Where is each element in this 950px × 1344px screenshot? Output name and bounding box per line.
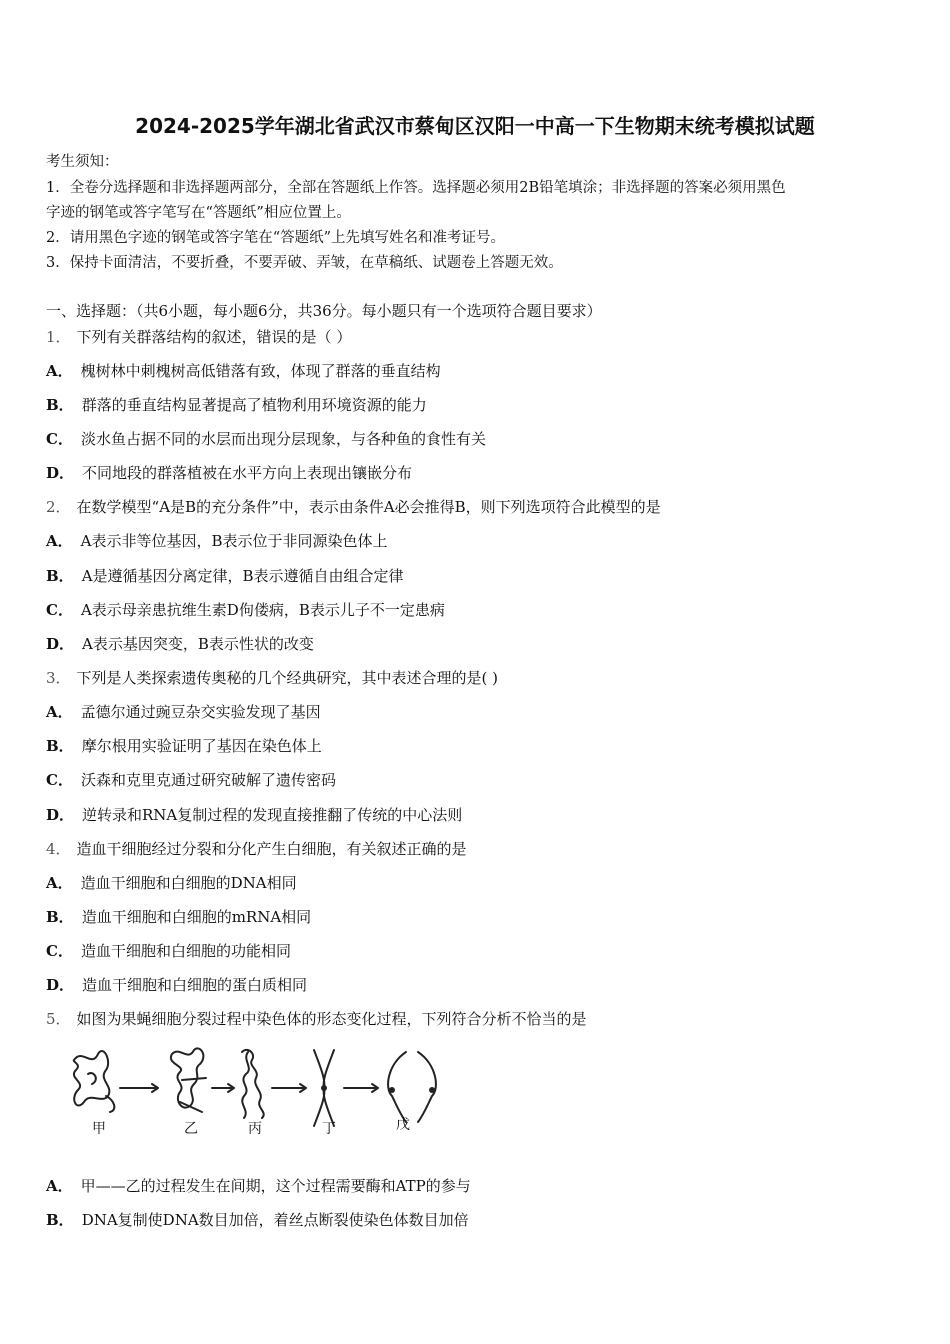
diagram-label-bing: 丙: [248, 1121, 262, 1137]
notice-item: 1．全卷分选择题和非选择题两部分，全部在答题纸上作答。选择题必须用2B铅笔填涂；非选择题的答案必须用黑色: [46, 180, 786, 196]
option-key: D．: [46, 976, 75, 994]
question-4-stem: [46, 839, 467, 859]
question-stem-text: 在数学模型“A是B的充分条件”中，表示由条件A必会推得B，则下列选项符合此模型的是: [76, 498, 661, 516]
question-3-option-b[interactable]: [46, 736, 322, 756]
notice-item: 3．保持卡面清洁，不要折叠，不要弄破、弄皱，在草稿纸、试题卷上答题无效。: [46, 255, 563, 271]
option-key: D．: [46, 806, 75, 824]
option-text: 造血干细胞和白细胞的mRNA相同: [81, 908, 312, 926]
question-stem-text: 下列有关群落结构的叙述，错误的是（ ）: [76, 328, 352, 346]
option-key: A．: [46, 532, 73, 550]
question-number: 5．: [46, 1010, 71, 1028]
centromere-icon: [389, 1087, 395, 1093]
question-5-option-a[interactable]: [46, 1176, 471, 1196]
chromatid-separating-icon: [388, 1052, 436, 1122]
question-5-stem: [46, 1009, 587, 1029]
centromere-icon: [321, 1085, 327, 1091]
diagram-label-ding: 丁: [322, 1121, 336, 1137]
notice-heading: 考生须知：: [46, 154, 119, 170]
arrow-right-icon: [272, 1084, 306, 1092]
option-text: 槐树林中刺槐树高低错落有致，体现了群落的垂直结构: [80, 362, 441, 380]
option-text: A表示基因突变，B表示性状的改变: [82, 635, 314, 653]
question-2-option-a[interactable]: [46, 531, 388, 551]
question-5-option-b[interactable]: [46, 1210, 469, 1230]
question-3-stem: [46, 668, 498, 688]
chromatin-loose-icon: [74, 1051, 115, 1112]
option-text: 淡水鱼占据不同的水层而出现分层现象，与各种鱼的食性有关: [80, 430, 486, 448]
option-key: D．: [46, 464, 75, 482]
option-text: 沃森和克里克通过研究破解了遗传密码: [80, 771, 336, 789]
question-stem-text: 下列是人类探索遗传奥秘的几个经典研究，其中表述合理的是( ): [76, 669, 499, 687]
notice-item: 字迹的钢笔或答字笔写在“答题纸”相应位置上。: [46, 205, 351, 221]
question-stem-text: 造血干细胞经过分裂和分化产生白细胞，有关叙述正确的是: [76, 840, 467, 858]
option-key: D．: [46, 635, 75, 653]
option-text: 造血干细胞和白细胞的蛋白质相同: [82, 976, 308, 994]
question-number: 3．: [46, 669, 71, 687]
option-key: A．: [46, 703, 73, 721]
option-key: C．: [46, 601, 73, 619]
diagram-label-yi: 乙: [184, 1121, 198, 1137]
arrow-right-icon: [120, 1084, 158, 1092]
question-stem-text: 如图为果蝇细胞分裂过程中染色体的形态变化过程，下列符合分析不恰当的是: [76, 1010, 587, 1028]
option-text: A表示母亲患抗维生素D佝偻病，B表示儿子不一定患病: [80, 601, 445, 619]
question-3-option-d[interactable]: [46, 805, 462, 825]
option-key: A．: [46, 1177, 73, 1195]
question-2-option-b[interactable]: [46, 566, 404, 586]
question-number: 2．: [46, 498, 71, 516]
option-key: A．: [46, 362, 73, 380]
question-4-option-c[interactable]: [46, 941, 291, 961]
option-text: 群落的垂直结构显著提高了植物利用环境资源的能力: [81, 396, 427, 414]
option-key: B．: [46, 737, 74, 755]
question-1-stem: [46, 327, 351, 347]
option-key: B．: [46, 567, 74, 585]
question-1-option-b[interactable]: [46, 395, 427, 415]
centromere-icon: [429, 1087, 435, 1093]
question-number: 4．: [46, 840, 71, 858]
chromatin-condensing-icon: [242, 1050, 264, 1118]
option-text: 甲——乙的过程发生在间期，这个过程需要酶和ATP的参与: [80, 1177, 471, 1195]
section-heading: 一、选择题：（共6小题，每小题6分，共36分。每小题只有一个选项符合题目要求）: [46, 302, 602, 320]
option-text: 孟德尔通过豌豆杂交实验发现了基因: [80, 703, 321, 721]
question-2-option-c[interactable]: [46, 600, 445, 620]
option-text: 不同地段的群落植被在水平方向上表现出镶嵌分布: [82, 464, 413, 482]
option-key: B．: [46, 908, 74, 926]
question-2-stem: [46, 497, 661, 517]
option-key: B．: [46, 1211, 74, 1229]
question-1-option-a[interactable]: [46, 361, 441, 381]
option-text: 造血干细胞和白细胞的DNA相同: [80, 874, 297, 892]
arrow-right-icon: [344, 1084, 378, 1092]
diagram-label-wu: 戊: [396, 1117, 410, 1133]
page-title: 2024-2025学年湖北省武汉市蔡甸区汉阳一中高一下生物期末统考模拟试题: [135, 114, 815, 138]
question-3-option-a[interactable]: [46, 702, 321, 722]
option-key: A．: [46, 874, 73, 892]
question-1-option-c[interactable]: [46, 429, 486, 449]
option-key: B．: [46, 396, 74, 414]
option-text: 造血干细胞和白细胞的功能相同: [80, 942, 291, 960]
option-key: C．: [46, 771, 73, 789]
diagram-label-jia: 甲: [92, 1121, 106, 1137]
question-number: 1．: [46, 328, 71, 346]
question-4-option-a[interactable]: [46, 873, 297, 893]
option-text: A表示非等位基因，B表示位于非同源染色体上: [80, 532, 388, 550]
notice-item: 2．请用黑色字迹的钢笔或答字笔在“答题纸”上先填写姓名和准考证号。: [46, 230, 506, 246]
option-text: A是遵循基因分离定律，B表示遵循自由组合定律: [81, 567, 404, 585]
arrow-right-icon: [212, 1084, 234, 1092]
question-4-option-d[interactable]: [46, 975, 307, 995]
question-3-option-c[interactable]: [46, 770, 336, 790]
chromatin-replicated-icon: [171, 1048, 206, 1112]
option-key: C．: [46, 430, 73, 448]
option-text: 摩尔根用实验证明了基因在染色体上: [81, 737, 322, 755]
option-text: DNA复制使DNA数目加倍，着丝点断裂使染色体数目加倍: [81, 1211, 469, 1229]
option-text: 逆转录和RNA复制过程的发现直接推翻了传统的中心法则: [82, 806, 463, 824]
question-2-option-d[interactable]: [46, 634, 314, 654]
option-key: C．: [46, 942, 73, 960]
question-4-option-b[interactable]: [46, 907, 311, 927]
question-1-option-d[interactable]: [46, 463, 412, 483]
